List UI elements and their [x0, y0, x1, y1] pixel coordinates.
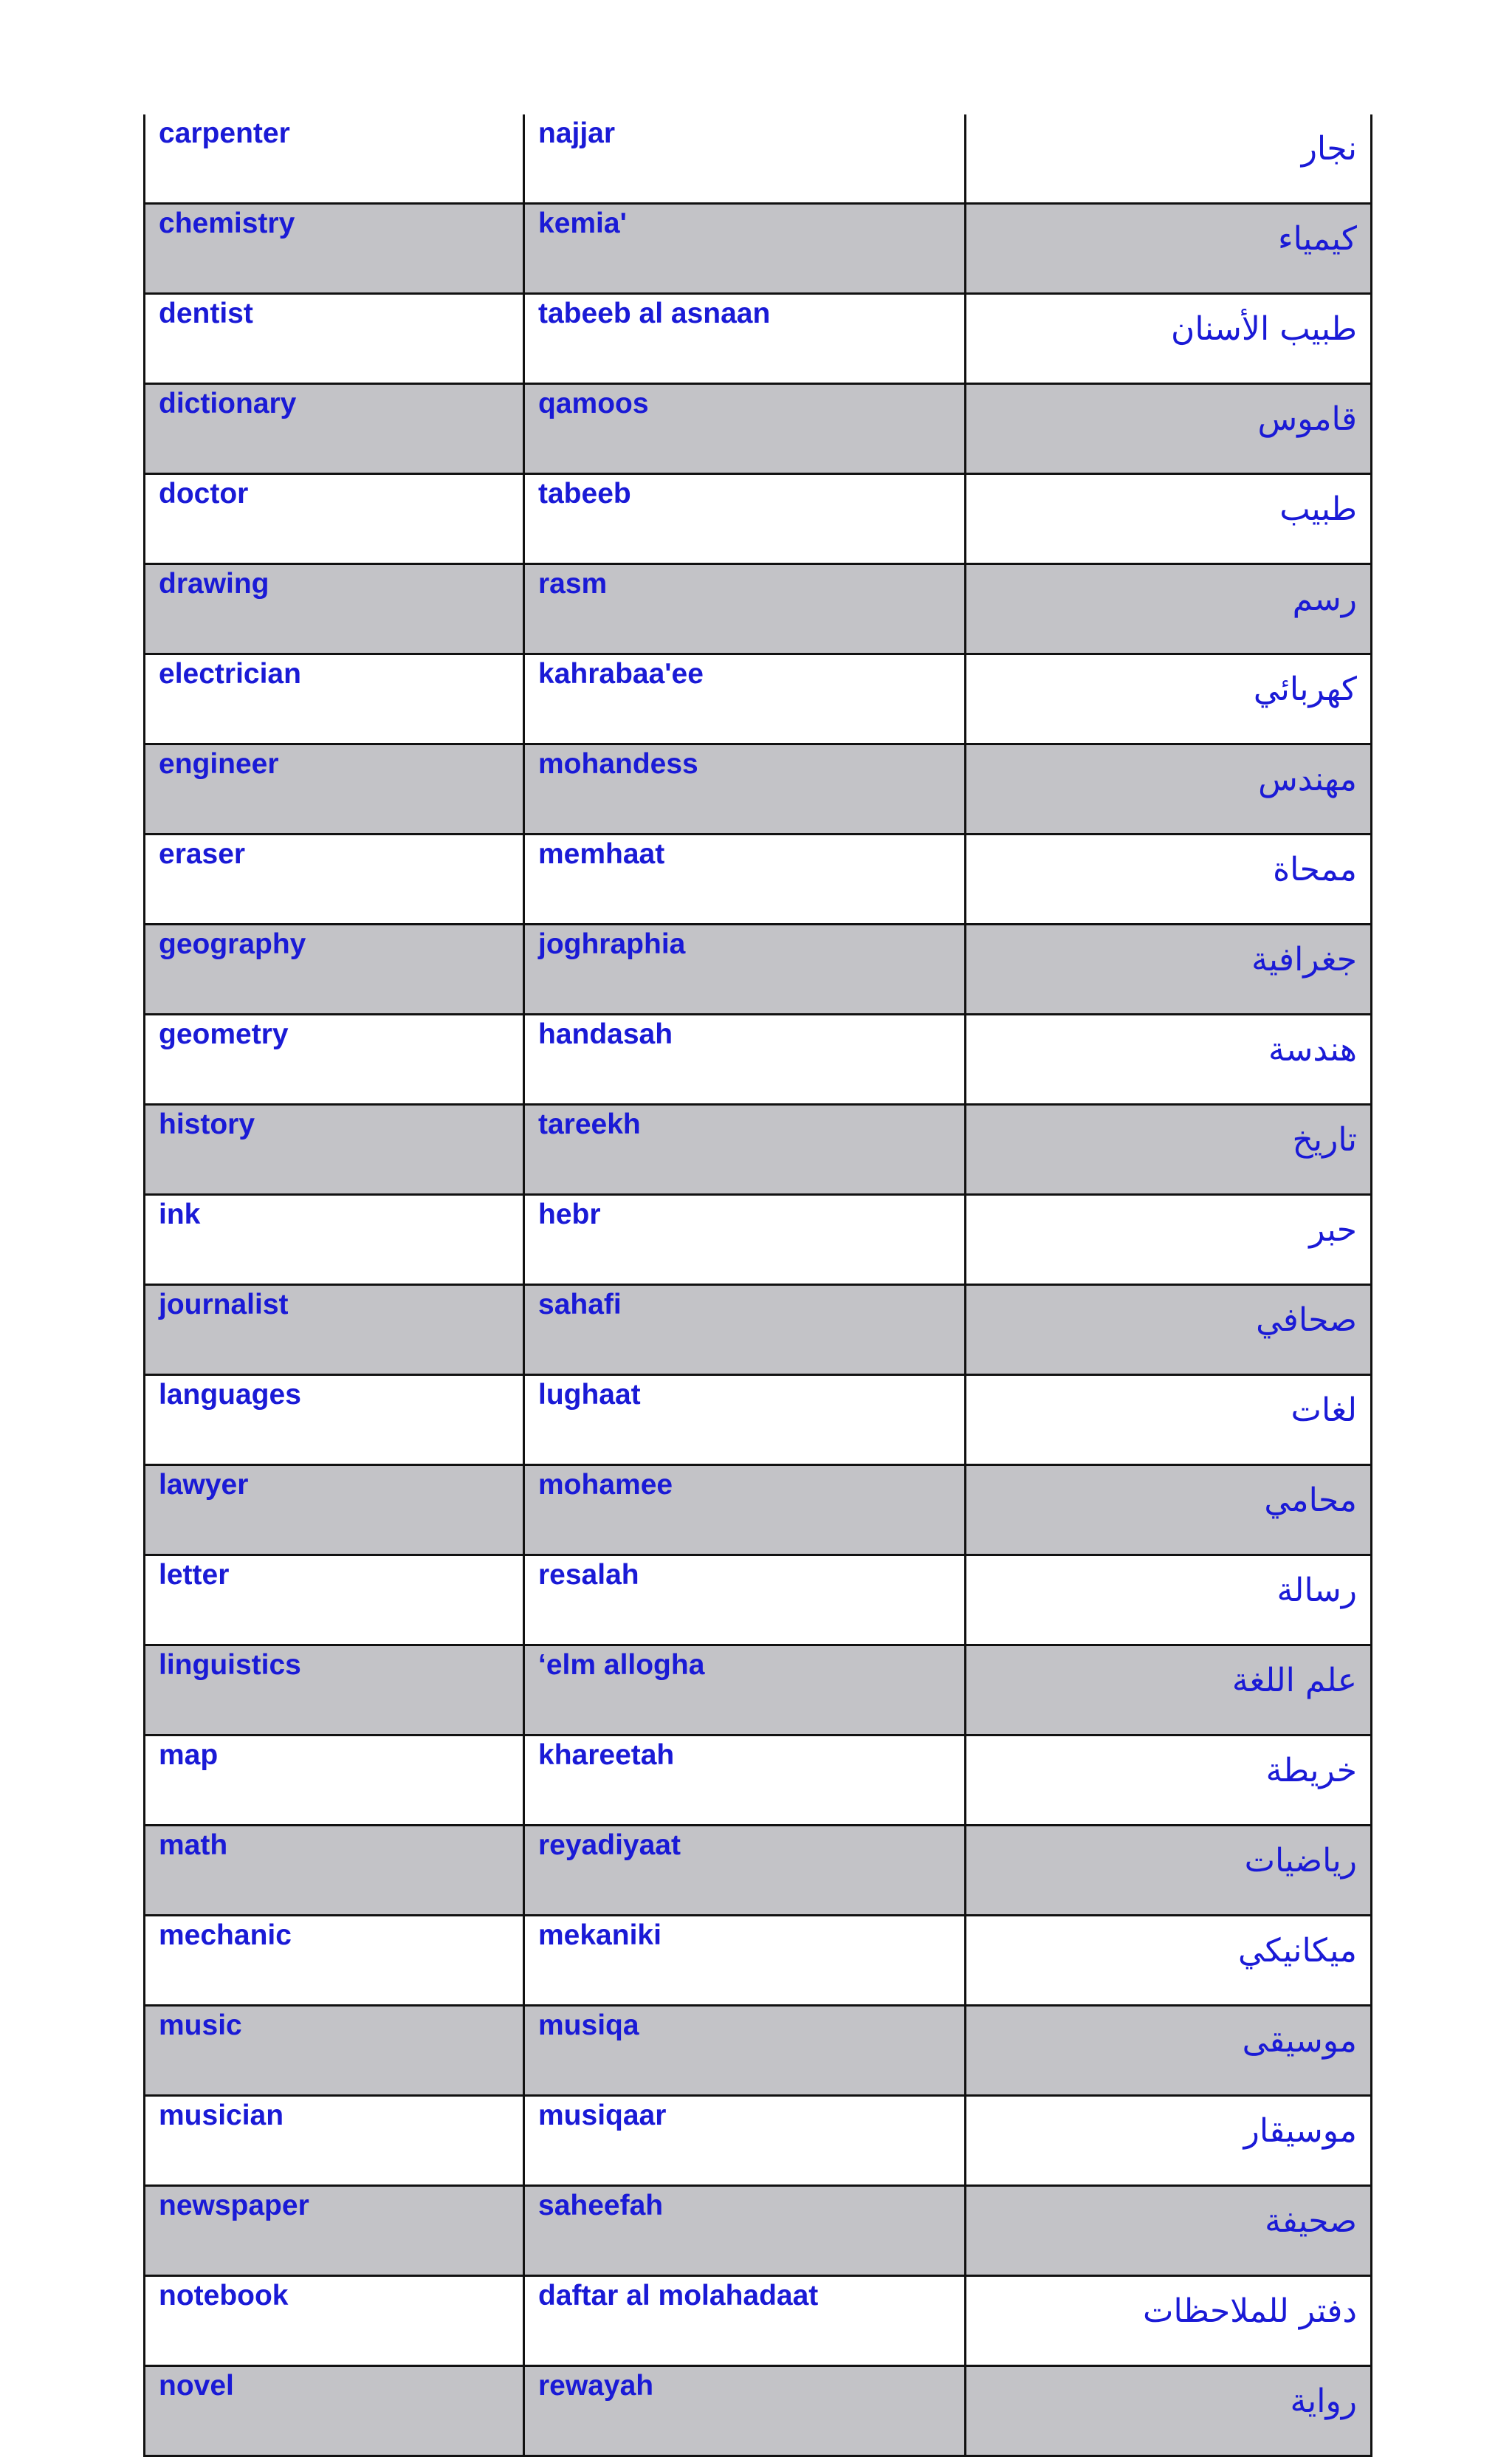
transliteration-cell: reyadiyaat: [524, 1826, 966, 1916]
transliteration-cell: daftar al molahadaat: [524, 2276, 966, 2366]
table-row: [145, 1735, 1372, 1826]
arabic-word-cell: قاموس: [966, 384, 1372, 474]
table-row: [145, 294, 1372, 384]
english-word-cell: music: [145, 2006, 524, 2096]
transliteration-cell: ‘elm allogha: [524, 1645, 966, 1735]
transliteration-cell: qamoos: [524, 384, 966, 474]
transliteration-cell: kemia': [524, 204, 966, 294]
transliteration-cell: musiqaar: [524, 2096, 966, 2186]
english-word-cell: languages: [145, 1375, 524, 1465]
arabic-word-cell: رياضيات: [966, 1826, 1372, 1916]
table-row: [145, 2276, 1372, 2366]
arabic-word-cell: حبر: [966, 1195, 1372, 1285]
transliteration-cell: memhaat: [524, 835, 966, 925]
arabic-word-cell: طبيب: [966, 474, 1372, 564]
english-word-cell: dentist: [145, 294, 524, 384]
table-row: [145, 1015, 1372, 1105]
table-row: [145, 1105, 1372, 1195]
transliteration-cell: rasm: [524, 564, 966, 654]
table-row: [145, 1826, 1372, 1916]
transliteration-cell: handasah: [524, 1015, 966, 1105]
table-row: [145, 2186, 1372, 2276]
transliteration-cell: tabeeb: [524, 474, 966, 564]
english-word-cell: drawing: [145, 564, 524, 654]
table-row: [145, 654, 1372, 744]
table-row: [145, 2366, 1372, 2456]
table-row: [145, 384, 1372, 474]
english-word-cell: chemistry: [145, 204, 524, 294]
transliteration-cell: joghraphia: [524, 925, 966, 1015]
table-row: [145, 114, 1372, 204]
table-row: [145, 1195, 1372, 1285]
vocabulary-table-body: [145, 114, 1372, 2456]
arabic-word-cell: كيمياء: [966, 204, 1372, 294]
arabic-word-cell: رسم: [966, 564, 1372, 654]
arabic-word-cell: طبيب الأسنان: [966, 294, 1372, 384]
arabic-word-cell: دفتر للملاحظات: [966, 2276, 1372, 2366]
arabic-word-cell: جغرافية: [966, 925, 1372, 1015]
english-word-cell: geography: [145, 925, 524, 1015]
english-word-cell: electrician: [145, 654, 524, 744]
table-row: [145, 1375, 1372, 1465]
transliteration-cell: musiqa: [524, 2006, 966, 2096]
english-word-cell: journalist: [145, 1285, 524, 1375]
arabic-word-cell: رسالة: [966, 1555, 1372, 1645]
table-row: [145, 1465, 1372, 1555]
table-row: [145, 204, 1372, 294]
english-word-cell: geometry: [145, 1015, 524, 1105]
english-word-cell: carpenter: [145, 114, 524, 204]
english-word-cell: dictionary: [145, 384, 524, 474]
arabic-word-cell: خريطة: [966, 1735, 1372, 1826]
arabic-word-cell: هندسة: [966, 1015, 1372, 1105]
arabic-word-cell: موسيقار: [966, 2096, 1372, 2186]
vocabulary-table: [143, 114, 1372, 2457]
arabic-word-cell: علم اللغة: [966, 1645, 1372, 1735]
english-word-cell: notebook: [145, 2276, 524, 2366]
table-row: [145, 1916, 1372, 2006]
transliteration-cell: sahafi: [524, 1285, 966, 1375]
table-row: [145, 925, 1372, 1015]
transliteration-cell: resalah: [524, 1555, 966, 1645]
english-word-cell: engineer: [145, 744, 524, 835]
arabic-word-cell: مهندس: [966, 744, 1372, 835]
table-row: [145, 2006, 1372, 2096]
arabic-word-cell: ميكانيكي: [966, 1916, 1372, 2006]
english-word-cell: newspaper: [145, 2186, 524, 2276]
transliteration-cell: tareekh: [524, 1105, 966, 1195]
english-word-cell: lawyer: [145, 1465, 524, 1555]
transliteration-cell: mekaniki: [524, 1916, 966, 2006]
table-row: [145, 835, 1372, 925]
table-row: [145, 1645, 1372, 1735]
table-row: [145, 474, 1372, 564]
arabic-word-cell: موسيقى: [966, 2006, 1372, 2096]
arabic-word-cell: كهربائي: [966, 654, 1372, 744]
arabic-word-cell: رواية: [966, 2366, 1372, 2456]
table-row: [145, 2096, 1372, 2186]
arabic-word-cell: لغات: [966, 1375, 1372, 1465]
english-word-cell: eraser: [145, 835, 524, 925]
table-row: [145, 744, 1372, 835]
transliteration-cell: hebr: [524, 1195, 966, 1285]
english-word-cell: math: [145, 1826, 524, 1916]
transliteration-cell: mohandess: [524, 744, 966, 835]
english-word-cell: history: [145, 1105, 524, 1195]
table-row: [145, 1555, 1372, 1645]
arabic-word-cell: ممحاة: [966, 835, 1372, 925]
english-word-cell: doctor: [145, 474, 524, 564]
table-row: [145, 1285, 1372, 1375]
english-word-cell: mechanic: [145, 1916, 524, 2006]
transliteration-cell: lughaat: [524, 1375, 966, 1465]
transliteration-cell: saheefah: [524, 2186, 966, 2276]
english-word-cell: letter: [145, 1555, 524, 1645]
arabic-word-cell: صحيفة: [966, 2186, 1372, 2276]
transliteration-cell: rewayah: [524, 2366, 966, 2456]
english-word-cell: linguistics: [145, 1645, 524, 1735]
english-word-cell: ink: [145, 1195, 524, 1285]
transliteration-cell: kahrabaa'ee: [524, 654, 966, 744]
transliteration-cell: tabeeb al asnaan: [524, 294, 966, 384]
english-word-cell: map: [145, 1735, 524, 1826]
transliteration-cell: mohamee: [524, 1465, 966, 1555]
arabic-word-cell: صحافي: [966, 1285, 1372, 1375]
table-row: [145, 564, 1372, 654]
transliteration-cell: najjar: [524, 114, 966, 204]
english-word-cell: musician: [145, 2096, 524, 2186]
arabic-word-cell: تاريخ: [966, 1105, 1372, 1195]
arabic-word-cell: محامي: [966, 1465, 1372, 1555]
arabic-word-cell: نجار: [966, 114, 1372, 204]
transliteration-cell: khareetah: [524, 1735, 966, 1826]
english-word-cell: novel: [145, 2366, 524, 2456]
